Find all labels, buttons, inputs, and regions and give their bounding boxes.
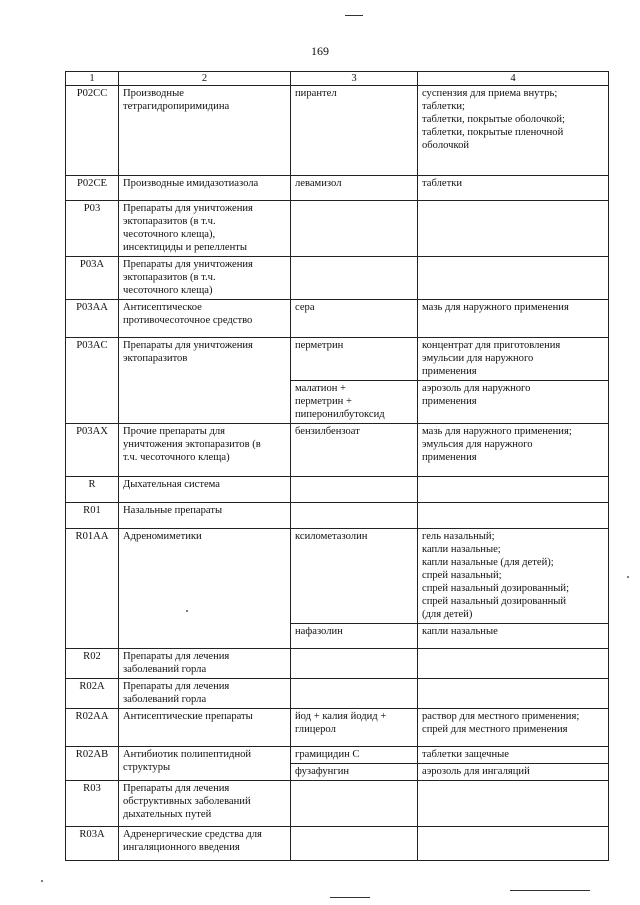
group-name-cell	[119, 257, 291, 300]
group-name-cell	[119, 477, 291, 503]
text-line: Антибиотик полипептидной	[123, 749, 252, 760]
text-line: концентрат для приготовления	[422, 340, 561, 351]
table-row	[66, 201, 609, 257]
text-line: спрей для местного применения	[422, 724, 568, 735]
text-line: тетрагидропиримидина	[123, 101, 230, 112]
group-name-cell	[119, 529, 291, 649]
text-line: Препараты для лечения	[123, 681, 230, 692]
text-line: применения	[422, 366, 477, 377]
dosage-form-cell	[418, 201, 609, 257]
text-line: бензилбензоат	[295, 426, 360, 437]
text-line: эктопаразитов	[123, 353, 188, 364]
text-line: мазь для наружного применения	[422, 302, 569, 313]
dosage-form-cell	[418, 503, 609, 529]
substance-cell	[291, 424, 418, 477]
text-line: применения	[422, 452, 477, 463]
atc-code-cell: P02CE	[66, 176, 119, 201]
text-line: Антисептическое	[123, 302, 202, 313]
text-line: структуры	[123, 762, 171, 773]
text-line: таблетки	[422, 178, 463, 189]
table-row	[66, 827, 609, 861]
dosage-form-cell	[418, 176, 609, 201]
table-body	[66, 86, 609, 861]
substance-cell	[291, 747, 418, 764]
text-line: спрей назальный дозированный	[422, 596, 567, 607]
text-line: Прочие препараты для	[123, 426, 226, 437]
group-name-cell	[119, 503, 291, 529]
text-line: Адренергические средства для	[123, 829, 262, 840]
text-line: капли назальные (для детей);	[422, 557, 554, 568]
text-line: Производные	[123, 88, 184, 99]
substance-cell	[291, 86, 418, 176]
text-line: глицерол	[295, 724, 336, 735]
text-line: капли назальные;	[422, 544, 501, 555]
atc-code-cell: R02AB	[66, 747, 119, 781]
table-row	[66, 86, 609, 176]
text-line: уничтожения эктопаразитов (в	[123, 439, 261, 450]
group-name-cell	[119, 649, 291, 679]
text-line: эктопаразитов (в т.ч.	[123, 272, 216, 283]
atc-code-cell: P03A	[66, 257, 119, 300]
text-line: заболеваний горла	[123, 694, 207, 705]
table-row	[66, 424, 609, 477]
group-name-cell	[119, 781, 291, 827]
atc-code-cell: P03AA	[66, 300, 119, 338]
group-name-cell	[119, 300, 291, 338]
atc-code-cell: R03	[66, 781, 119, 827]
text-line: применения	[422, 396, 477, 407]
atc-code-cell: P03AC	[66, 338, 119, 424]
text-line: капли назальные	[422, 626, 498, 637]
substance-cell	[291, 257, 418, 300]
scan-dot	[186, 610, 188, 612]
table-row	[66, 529, 609, 624]
group-name-cell	[119, 709, 291, 747]
text-line: таблетки защечные	[422, 749, 509, 760]
dosage-form-cell	[418, 257, 609, 300]
text-line: грамицидин С	[295, 749, 360, 760]
text-line: суспензия для приема внутрь;	[422, 88, 558, 99]
atc-code-cell: R03A	[66, 827, 119, 861]
text-line: сера	[295, 302, 315, 313]
drug-table	[65, 71, 609, 861]
substance-cell	[291, 649, 418, 679]
text-line: нафазолин	[295, 626, 343, 637]
text-line: перметрин	[295, 340, 344, 351]
dosage-form-cell	[418, 338, 609, 381]
table-row	[66, 477, 609, 503]
table-row	[66, 649, 609, 679]
group-name-cell	[119, 424, 291, 477]
group-name-cell	[119, 86, 291, 176]
text-line: противочесоточное средство	[123, 315, 253, 326]
column-header: 1	[66, 72, 119, 86]
text-line: Препараты для лечения	[123, 783, 230, 794]
atc-code-cell: P03	[66, 201, 119, 257]
text-line: чесоточного клеща),	[123, 229, 216, 240]
dosage-form-cell	[418, 424, 609, 477]
text-line: йод + калия йодид +	[295, 711, 387, 722]
atc-code-cell: R02	[66, 649, 119, 679]
text-line: Препараты для уничтожения	[123, 203, 253, 214]
text-line: заболеваний горла	[123, 664, 207, 675]
table-row	[66, 503, 609, 529]
text-line: Адреномиметики	[123, 531, 202, 542]
table-row	[66, 257, 609, 300]
table-row	[66, 709, 609, 747]
text-line: эктопаразитов (в т.ч.	[123, 216, 216, 227]
dosage-form-cell	[418, 781, 609, 827]
dosage-form-cell	[418, 649, 609, 679]
text-line: ингаляционного введения	[123, 842, 240, 853]
dosage-form-cell	[418, 747, 609, 764]
substance-cell	[291, 764, 418, 781]
dosage-form-cell	[418, 624, 609, 649]
atc-code-cell: R02A	[66, 679, 119, 709]
dosage-form-cell	[418, 764, 609, 781]
text-line: Производные имидазотиазола	[123, 178, 259, 189]
text-line: ксилометазолин	[295, 531, 368, 542]
text-line: таблетки;	[422, 101, 465, 112]
text-line: эмульсии для наружного	[422, 353, 534, 364]
column-header: 4	[418, 72, 609, 86]
text-line: дыхательных путей	[123, 809, 212, 820]
column-header: 2	[119, 72, 291, 86]
text-line: Препараты для уничтожения	[123, 340, 253, 351]
scan-mark	[510, 890, 590, 891]
scan-dot	[41, 880, 43, 882]
dosage-form-cell	[418, 381, 609, 424]
dosage-form-cell	[418, 300, 609, 338]
dosage-form-cell	[418, 477, 609, 503]
text-line: эмульсия для наружного	[422, 439, 533, 450]
atc-code-cell: R02AA	[66, 709, 119, 747]
text-line: таблетки, покрытые пленочной	[422, 127, 564, 138]
text-line: обструктивных заболеваний	[123, 796, 251, 807]
group-name-cell	[119, 827, 291, 861]
atc-code-cell: R	[66, 477, 119, 503]
text-line: фузафунгин	[295, 766, 350, 777]
text-line: левамизол	[295, 178, 342, 189]
substance-cell	[291, 503, 418, 529]
scan-mark	[345, 15, 363, 16]
text-line: Назальные препараты	[123, 505, 223, 516]
text-line: Препараты для лечения	[123, 651, 230, 662]
text-line: чесоточного клеща)	[123, 285, 213, 296]
text-line: раствор для местного применения;	[422, 711, 580, 722]
substance-cell	[291, 381, 418, 424]
substance-cell	[291, 300, 418, 338]
text-line: аэрозоль для ингаляций	[422, 766, 530, 777]
group-name-cell	[119, 338, 291, 424]
atc-code-cell: R01AA	[66, 529, 119, 649]
text-line: таблетки, покрытые оболочкой;	[422, 114, 565, 125]
text-line: (для детей)	[422, 609, 473, 620]
table-row	[66, 781, 609, 827]
scan-dot	[627, 576, 629, 578]
substance-cell	[291, 477, 418, 503]
atc-code-cell: R01	[66, 503, 119, 529]
group-name-cell	[119, 747, 291, 781]
dosage-form-cell	[418, 827, 609, 861]
text-line: пирантел	[295, 88, 337, 99]
scan-mark	[330, 897, 370, 898]
text-line: спрей назальный;	[422, 570, 502, 581]
text-line: перметрин +	[295, 396, 352, 407]
text-line: Антисептические препараты	[123, 711, 253, 722]
table-row	[66, 747, 609, 764]
text-line: малатион +	[295, 383, 347, 394]
dosage-form-cell	[418, 709, 609, 747]
substance-cell	[291, 709, 418, 747]
table-row	[66, 338, 609, 381]
text-line: спрей назальный дозированный;	[422, 583, 570, 594]
atc-code-cell: P03AX	[66, 424, 119, 477]
text-line: инсектициды и репелленты	[123, 242, 248, 253]
table-row	[66, 300, 609, 338]
text-line: пиперонилбутоксид	[295, 409, 385, 420]
substance-cell	[291, 781, 418, 827]
table-row	[66, 679, 609, 709]
dosage-form-cell	[418, 679, 609, 709]
substance-cell	[291, 679, 418, 709]
group-name-cell	[119, 176, 291, 201]
substance-cell	[291, 827, 418, 861]
text-line: Дыхательная система	[123, 479, 221, 490]
text-line: мазь для наружного применения;	[422, 426, 572, 437]
text-line: т.ч. чесоточного клеща)	[123, 452, 230, 463]
text-line: аэрозоль для наружного	[422, 383, 531, 394]
group-name-cell	[119, 679, 291, 709]
dosage-form-cell	[418, 529, 609, 624]
table-row	[66, 176, 609, 201]
substance-cell	[291, 529, 418, 624]
text-line: Препараты для уничтожения	[123, 259, 253, 270]
text-line: оболочкой	[422, 140, 470, 151]
column-header: 3	[291, 72, 418, 86]
header-row	[66, 72, 609, 86]
text-line: гель назальный;	[422, 531, 495, 542]
group-name-cell	[119, 201, 291, 257]
substance-cell	[291, 201, 418, 257]
substance-cell	[291, 176, 418, 201]
dosage-form-cell	[418, 86, 609, 176]
substance-cell	[291, 338, 418, 381]
page-number: 169	[311, 44, 329, 58]
atc-code-cell: P02CC	[66, 86, 119, 176]
substance-cell	[291, 624, 418, 649]
